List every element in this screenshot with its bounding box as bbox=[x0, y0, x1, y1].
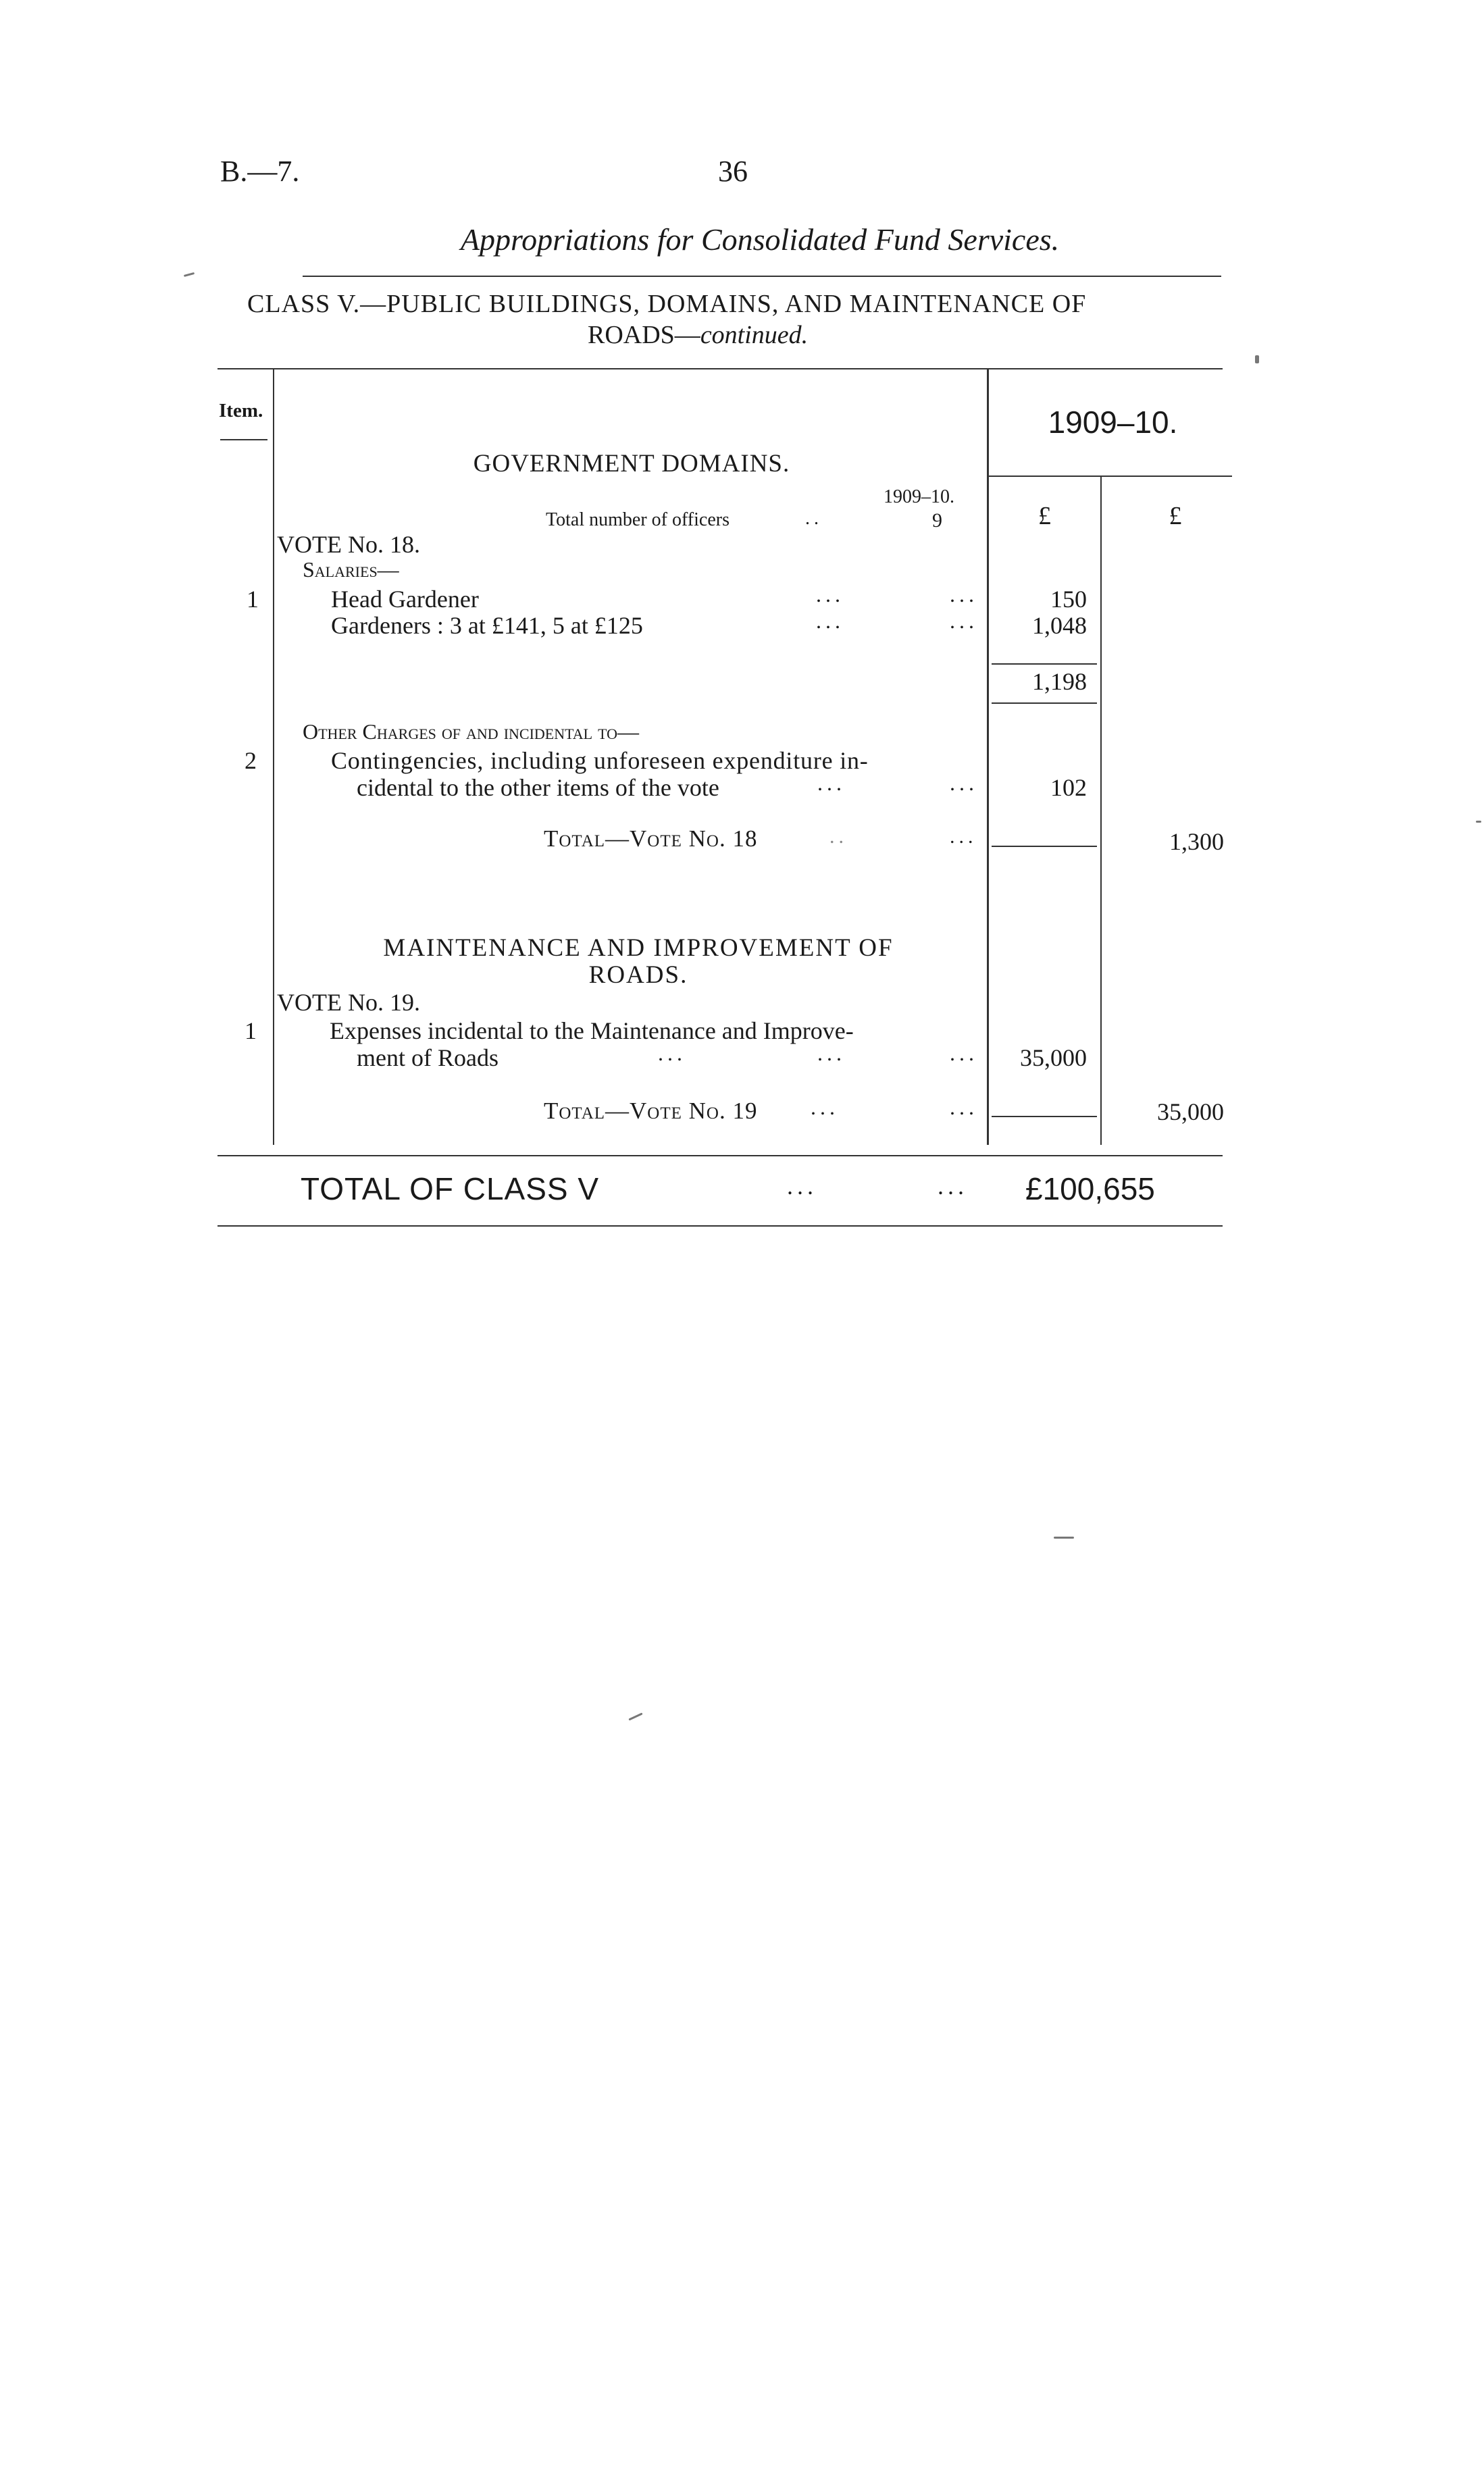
roads-expenses-dots: ... bbox=[658, 1041, 686, 1065]
print-speck bbox=[184, 272, 195, 277]
gardeners-dots: ... bbox=[950, 609, 978, 633]
page-number: 36 bbox=[718, 155, 748, 188]
head-gardener-dots: ... bbox=[950, 582, 978, 607]
pound-symbol-subtotal-column: £ bbox=[1038, 502, 1051, 530]
vote-19-title: VOTE No. 19. bbox=[277, 989, 420, 1016]
contingencies-line2: cidental to the other items of the vote bbox=[357, 774, 719, 801]
contingencies-amount: 102 bbox=[1050, 774, 1087, 801]
year-column-header: 1909–10. bbox=[1048, 405, 1178, 440]
vote-18-total-rule bbox=[992, 846, 1097, 847]
class-total-label: TOTAL OF CLASS V bbox=[301, 1171, 600, 1206]
class-total-dots: ... bbox=[938, 1173, 968, 1200]
item-column-rule bbox=[273, 369, 274, 1145]
roads-expenses-line2: ment of Roads bbox=[357, 1044, 498, 1071]
class-heading-roads: ROADS— bbox=[588, 321, 700, 349]
roads-heading-line1: MAINTENANCE AND IMPROVEMENT OF bbox=[383, 934, 894, 962]
vote-19-total-amount: 35,000 bbox=[1157, 1098, 1224, 1125]
vote-19-total-dots: ... bbox=[950, 1095, 978, 1119]
roads-expenses-amount: 35,000 bbox=[1020, 1044, 1087, 1071]
print-speck bbox=[1476, 821, 1481, 823]
class-total-dots: ... bbox=[787, 1173, 817, 1200]
government-domains-heading: GOVERNMENT DOMAINS. bbox=[473, 450, 790, 478]
vote-18-total-dots: ... bbox=[950, 825, 977, 848]
gardeners-label: Gardeners : 3 at £141, 5 at £125 bbox=[331, 612, 643, 639]
class-total-bottom-rule bbox=[218, 1225, 1223, 1227]
gardeners-amount: 1,048 bbox=[1032, 612, 1087, 639]
gardeners-dots: ... bbox=[816, 609, 844, 633]
head-gardener-label: Head Gardener bbox=[331, 586, 479, 613]
class-total-top-rule bbox=[218, 1155, 1223, 1156]
vote-18-total-dots: .. bbox=[829, 825, 848, 848]
officers-year-label: 1909–10. bbox=[884, 486, 954, 507]
vote-19-total-rule bbox=[992, 1116, 1097, 1117]
salary-item-number: 1 bbox=[247, 586, 259, 613]
vote-18-title: VOTE No. 18. bbox=[277, 531, 420, 558]
salaries-heading: Salaries— bbox=[303, 557, 399, 582]
amount-column-rule-middle bbox=[1100, 477, 1102, 1145]
other-item-number: 2 bbox=[245, 747, 257, 774]
contingencies-line1: Contingencies, including unforeseen expenditure in- bbox=[331, 747, 869, 774]
print-speck bbox=[1054, 1537, 1074, 1539]
print-speck bbox=[1255, 355, 1259, 363]
year-header-rule bbox=[989, 476, 1232, 477]
salaries-subtotal-top-rule bbox=[992, 663, 1097, 665]
document-reference: B.—7. bbox=[220, 155, 300, 188]
salaries-subtotal-bottom-rule bbox=[992, 702, 1097, 704]
vote-18-total-amount: 1,300 bbox=[1169, 828, 1224, 855]
salaries-subtotal: 1,198 bbox=[1032, 668, 1087, 695]
item-column-header: Item. bbox=[219, 400, 263, 421]
print-speck bbox=[628, 1712, 642, 1720]
class-total-amount: £100,655 bbox=[1025, 1171, 1155, 1206]
amount-column-rule-left bbox=[987, 369, 989, 1145]
officers-count: 9 bbox=[932, 509, 942, 532]
contingencies-dots: ... bbox=[817, 771, 846, 795]
title-rule bbox=[303, 276, 1221, 277]
vote-19-total-label: Total—Vote No. 19 bbox=[544, 1098, 758, 1124]
pound-symbol-total-column: £ bbox=[1169, 502, 1182, 530]
class-heading-continued: continued. bbox=[700, 321, 809, 349]
head-gardener-dots: ... bbox=[816, 582, 844, 607]
roads-heading-line2: ROADS. bbox=[588, 961, 688, 989]
other-charges-heading: Other Charges of and incidental to— bbox=[303, 719, 640, 744]
item-header-underline bbox=[220, 439, 267, 440]
roads-expenses-dots: ... bbox=[817, 1041, 846, 1065]
officers-label: Total number of officers bbox=[546, 509, 730, 530]
vote-19-total-dots: ... bbox=[811, 1095, 839, 1119]
contingencies-dots: ... bbox=[950, 771, 978, 795]
table-top-rule bbox=[218, 368, 1223, 369]
officers-dots: .. bbox=[805, 508, 823, 529]
class-heading-line2 bbox=[588, 320, 808, 350]
head-gardener-amount: 150 bbox=[1050, 586, 1087, 613]
roads-expenses-line1: Expenses incidental to the Maintenance and Improve- bbox=[330, 1017, 854, 1044]
roads-expenses-dots: ... bbox=[950, 1041, 978, 1065]
page-title: Appropriations for Consolidated Fund Services. bbox=[460, 222, 1060, 257]
vote-18-total-label: Total—Vote No. 18 bbox=[544, 825, 758, 852]
class-heading-line1: CLASS V.—PUBLIC BUILDINGS, DOMAINS, AND MAINTENANCE OF bbox=[247, 290, 1087, 318]
roads-item-number: 1 bbox=[245, 1017, 257, 1044]
